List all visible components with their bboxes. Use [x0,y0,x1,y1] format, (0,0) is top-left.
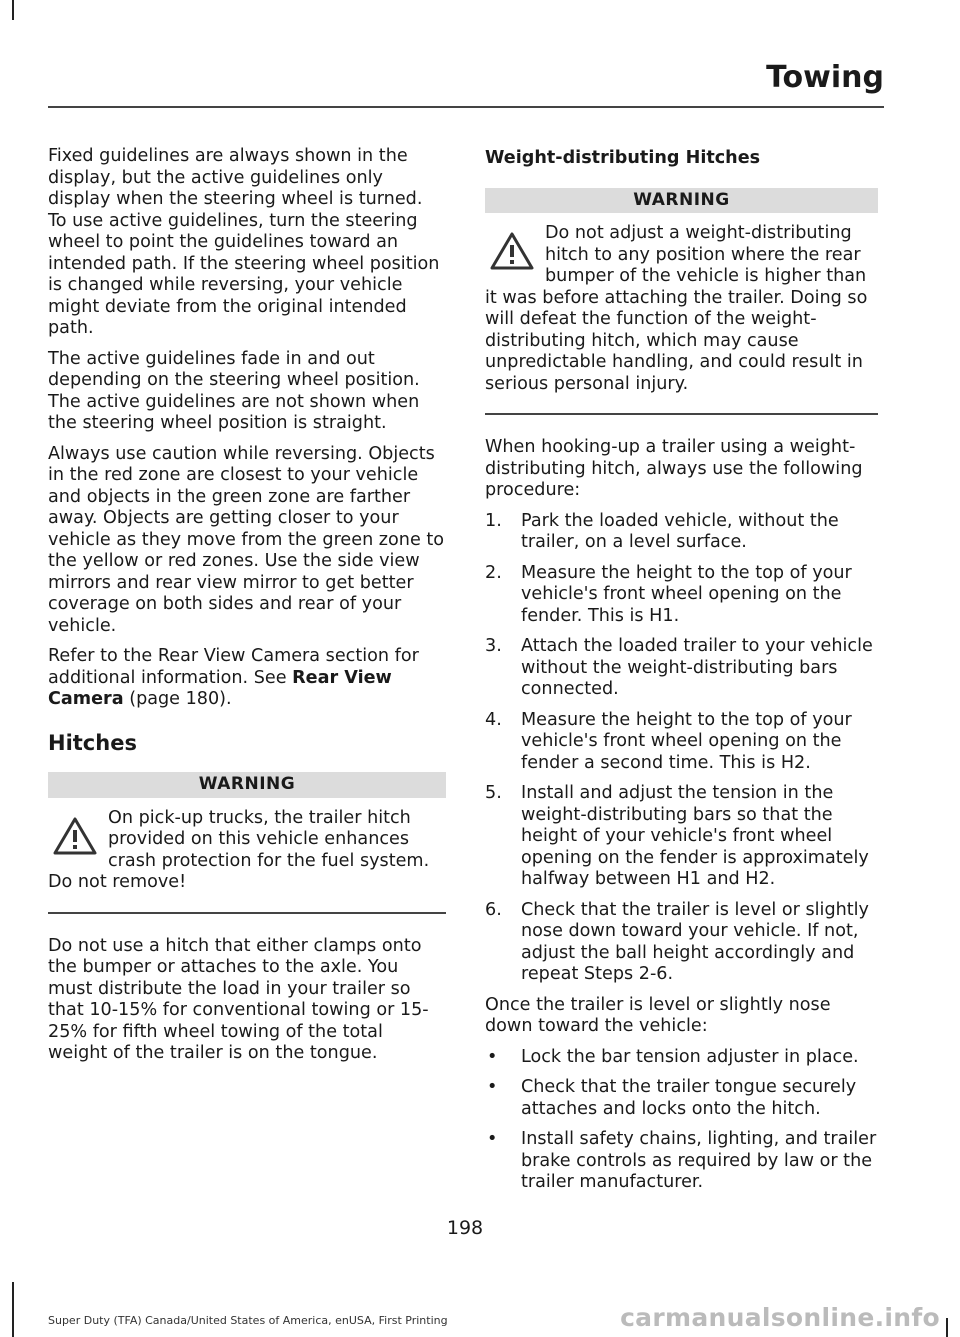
warning-text: On pick-up trucks, the trailer hitch provided on this vehicle enhances crash protection for the fuel system. Do not remove! [48,807,430,892]
paragraph-hooking-up: When hooking-up a trailer using a weight-distributing hitch, always use the following procedure: [485,437,863,500]
paragraph-once-level: Once the trailer is level or slightly nose down toward the vehicle: [485,994,831,1036]
list-item: 4. Measure the height to the top of your vehicle's front wheel opening on the fender a second time. This is H2. [485,709,852,773]
list-item: 2. Measure the height to the top of your vehicle's front wheel opening on the fender. This is H1. [485,562,852,626]
warning-body [485,223,878,395]
list-item: • Install safety chains, lighting, and trailer brake controls as required by law or the trailer manufacturer. [487,1129,877,1192]
crop-mark-bottom-right [946,1318,948,1337]
warning-header: WARNING [485,188,878,214]
warning-header: WARNING [48,772,446,798]
watermark: carmanualsonline.info [620,1303,940,1332]
right-column [485,146,878,1203]
warning-divider [48,912,446,914]
list-item: 5. Install and adjust the tension in the weight-distributing bars so that the height of your vehicle's front wheel opening on the fender is approximately halfway between H1 and H2. [485,783,869,889]
crop-mark-bottom-left [12,1282,14,1337]
list-item: 1. Park the loaded vehicle, without the trailer, on a level surface. [485,510,839,552]
paragraph-fixed-guidelines: Fixed guidelines are always shown in the display, but the active guidelines only display when the steering wheel is turned. To use active guidelines, turn the steering wheel to point the guidelines toward an intended path. If the steering wheel position is changed while reversing, your vehicle might deviate from the original intended path. [48,146,440,338]
list-item: • Lock the bar tension adjuster in place. [487,1046,859,1067]
crop-mark-top-left [12,0,14,20]
left-column [48,146,446,1074]
weight-distributing-heading: Weight-distributing Hitches [485,148,761,168]
warning-body [48,808,446,894]
footer-edition: Super Duty (TFA) Canada/United States of America, enUSA, First Printing [48,1314,448,1327]
rear-view-camera-link[interactable]: Rear View Camera [48,667,392,709]
final-checks-list [485,1047,878,1194]
page-number: 198 [446,1217,484,1239]
list-item: • Check that the trailer tongue securely attaches and locks onto the hitch. [487,1077,857,1119]
list-item: 6. Check that the trailer is level or slightly nose down toward your vehicle. If not, adjust the ball height accordingly and repeat Steps 2-6. [485,899,869,984]
paragraph-refer: Refer to the Rear View Camera section for additional information. See Rear View Camera (page 180). [48,646,419,709]
warning-divider [485,413,878,415]
warning-triangle-icon [489,231,535,271]
warning-text: Do not adjust a weight-distributing hitch to any position where the rear bumper of the vehicle is higher than it was before attaching the trailer. Doing so will defeat the function of the weight-distributing hitch, which may cause unpredictable handling, and could result in serious personal injury. [485,223,868,394]
procedure-steps [485,511,878,986]
list-item: 3. Attach the loaded trailer to your vehicle without the weight-distributing bars connected. [485,636,873,699]
header-divider [48,106,884,108]
paragraph-active-guidelines: The active guidelines fade in and out depending on the steering wheel position. The active guidelines are not shown when the steering wheel position is straight. [48,348,420,433]
hitches-heading: Hitches [48,730,137,755]
page-title: Towing [766,60,884,95]
warning-triangle-icon [52,816,98,856]
paragraph-caution: Always use caution while reversing. Objects in the red zone are closest to your vehicle and objects in the green zone are farther away. Objects are getting closer to your vehicle as they move from the green zone to the yellow or red zones. Use the side view mirrors and rear view mirror to get better coverage on both sides and rear of your vehicle. [48,443,445,636]
paragraph-hitch-load: Do not use a hitch that either clamps onto the bumper or attaches to the axle. You must distribute the load in your trailer so that 10-15% for conventional towing or 15-25% for fifth wheel towing of the total weight of the trailer is on the tongue. [48,935,429,1063]
